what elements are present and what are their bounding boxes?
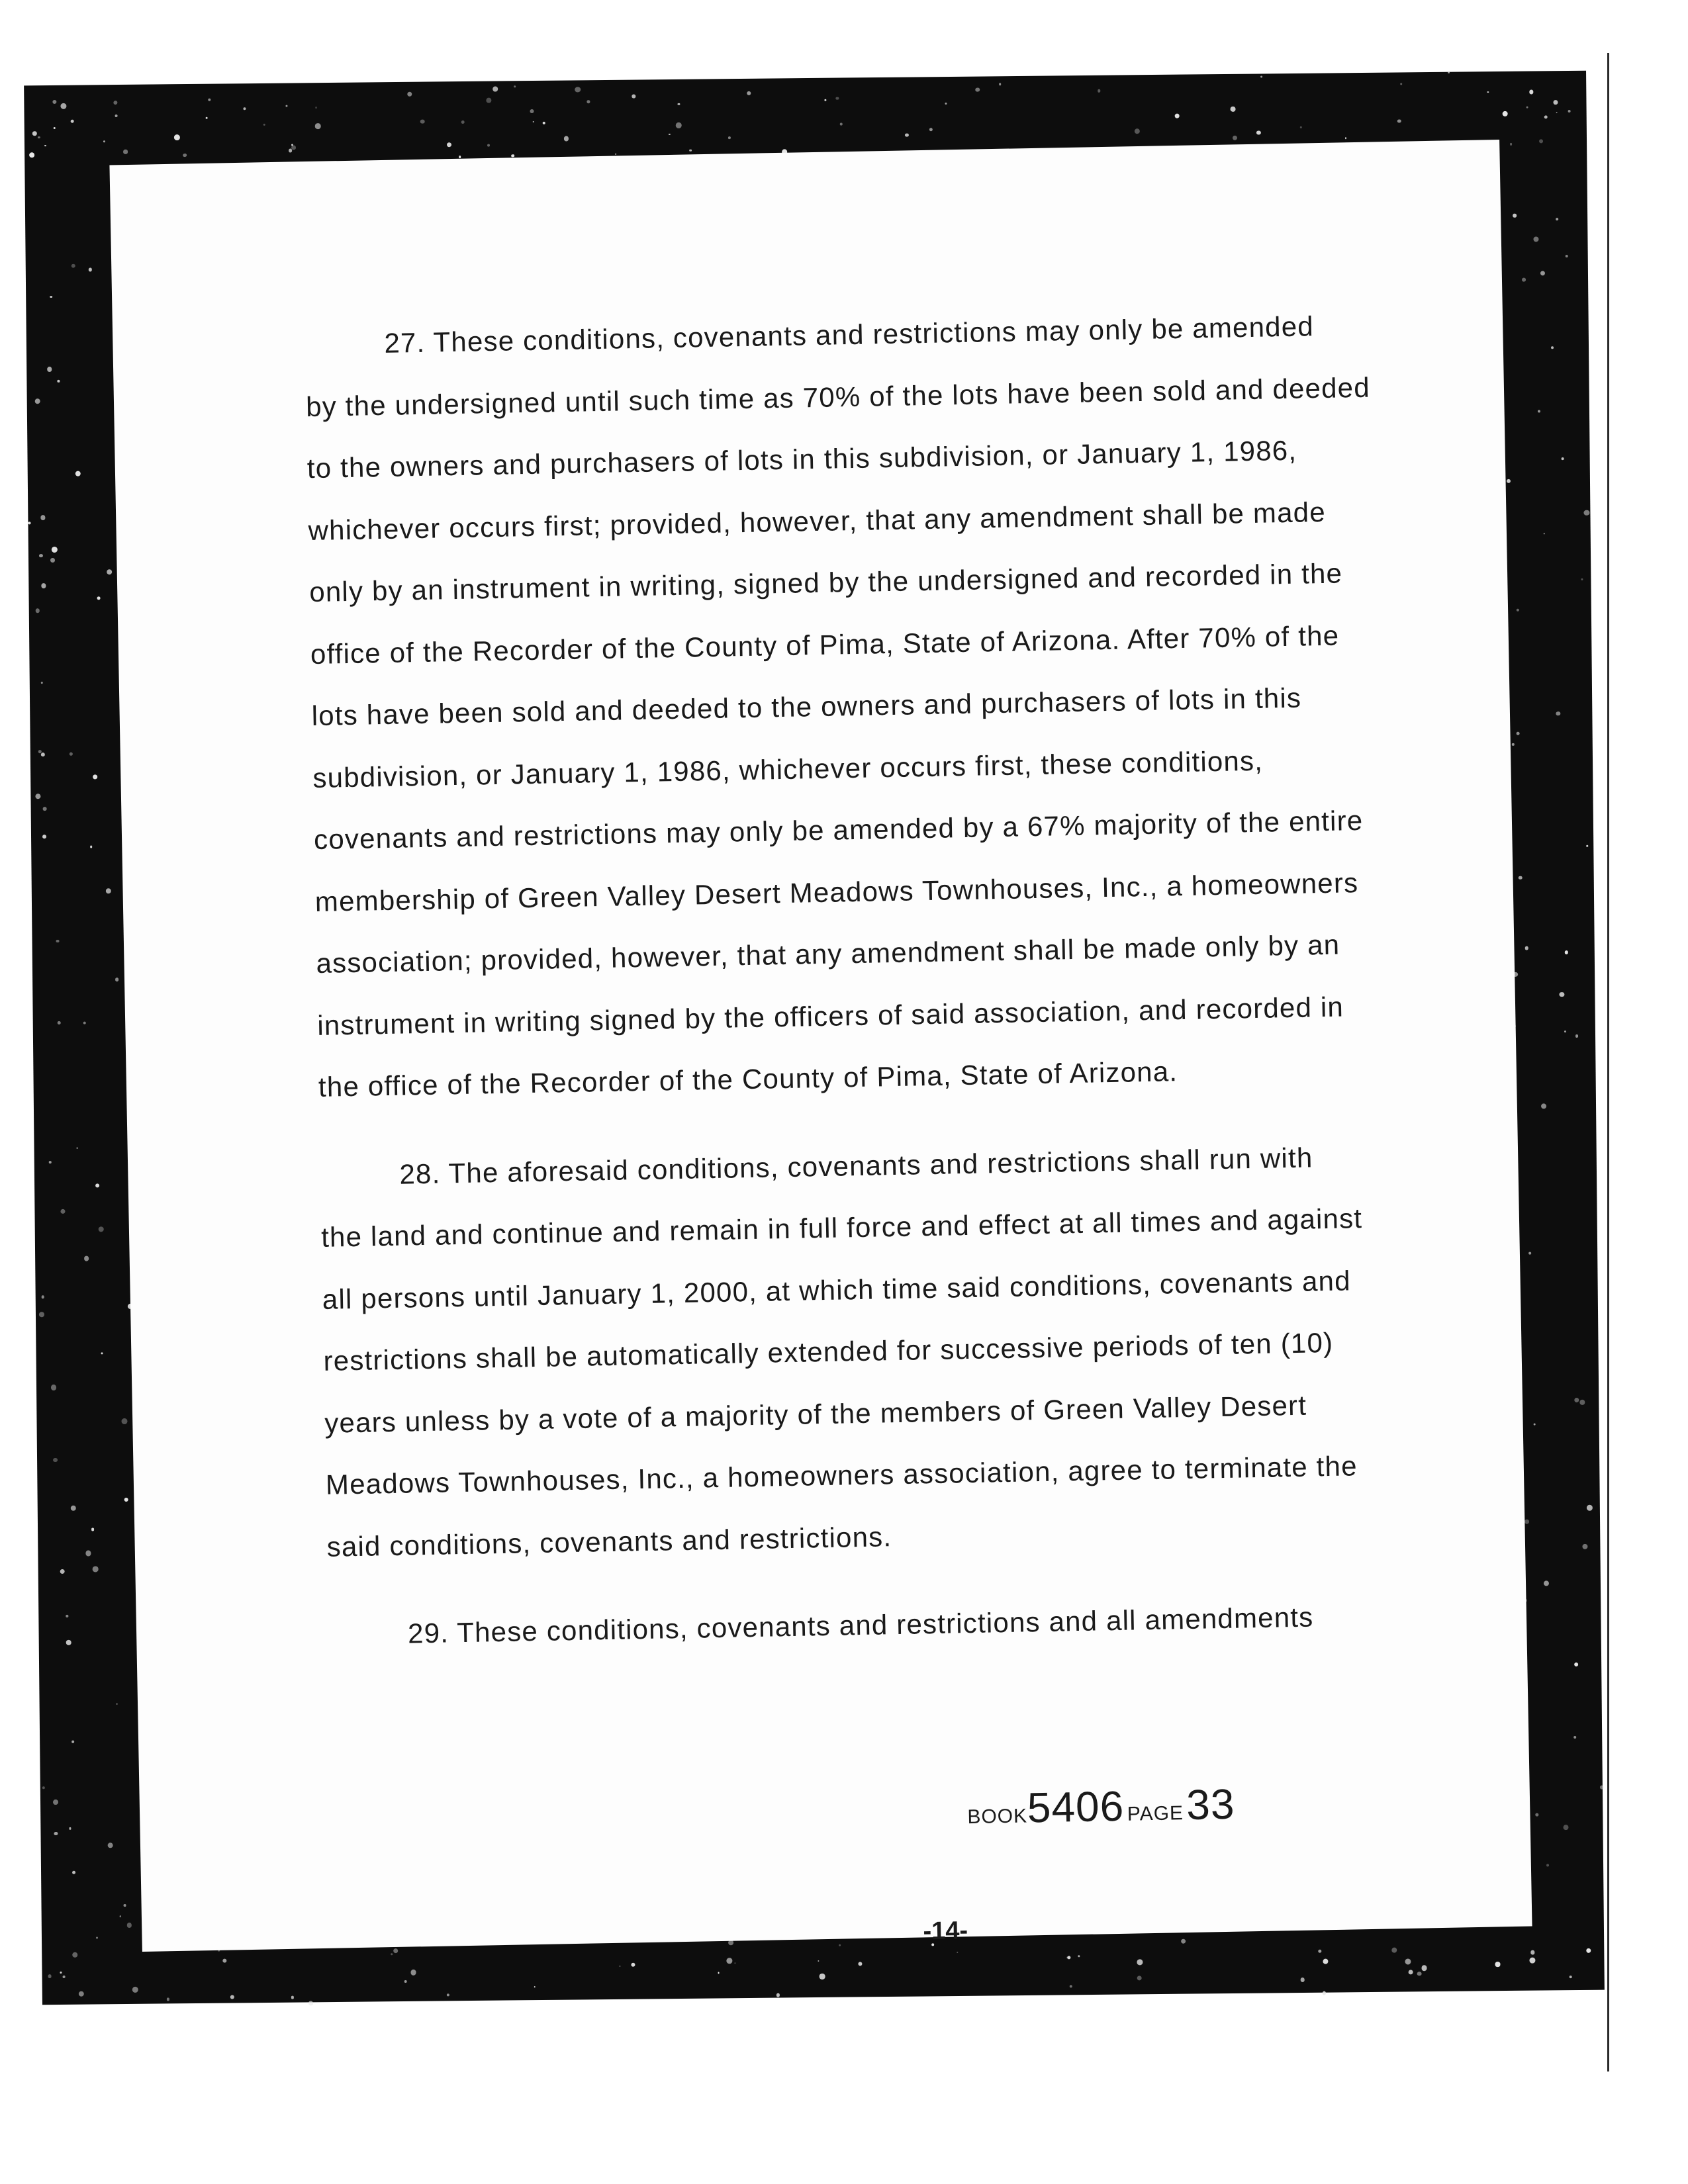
- scan-speckle: [243, 107, 246, 110]
- text-line: instrument in writing signed by the officers of said association, and recorded in: [316, 991, 1344, 1041]
- scan-speckle: [1417, 1972, 1422, 1976]
- scan-speckle: [54, 127, 56, 129]
- book-number: 5406: [1027, 1782, 1125, 1832]
- scan-speckle: [52, 547, 58, 553]
- text-line: only by an instrument in writing, signed by the undersigned and recorded in the: [308, 557, 1343, 608]
- scan-speckle: [35, 398, 40, 404]
- text-line: association; provided, however, that any amendment shall be made only by an: [316, 929, 1340, 979]
- scan-speckle: [84, 1256, 89, 1261]
- scan-speckle: [534, 1987, 535, 1988]
- scan-speckle: [127, 1923, 132, 1928]
- scan-speckle: [1586, 1948, 1591, 1953]
- scan-speckle: [776, 1993, 780, 1997]
- scan-speckle: [1344, 137, 1346, 139]
- scan-speckle: [929, 128, 933, 131]
- scan-speckle: [587, 100, 590, 103]
- scan-speckle: [1078, 1956, 1080, 1958]
- scan-speckle: [124, 1498, 128, 1502]
- scan-speckle: [60, 1209, 66, 1214]
- text-line: by the undersigned until such time as 70% of the lots have been sold and deeded: [305, 371, 1371, 422]
- text-line: all persons until January 1, 2000, at which time said conditions, covenants and: [322, 1264, 1352, 1315]
- scan-speckle: [1574, 1398, 1579, 1402]
- scan-speckle: [669, 134, 671, 136]
- scan-speckle: [486, 97, 492, 103]
- scan-speckle: [1506, 479, 1511, 484]
- scan-speckle: [1543, 1580, 1548, 1586]
- scan-speckle: [53, 1458, 58, 1463]
- scan-speckle: [1510, 143, 1513, 146]
- scan-speckle: [308, 2001, 313, 2006]
- scan-speckle: [1300, 1978, 1305, 1982]
- scan-speckle: [1137, 1959, 1143, 1965]
- scan-speckle: [115, 114, 118, 117]
- scan-speckle: [615, 153, 617, 155]
- scan-speckle: [1565, 950, 1569, 954]
- book-label: BOOK: [967, 1805, 1028, 1829]
- scan-speckle: [514, 86, 516, 88]
- scan-speckle: [90, 846, 93, 848]
- scan-speckle: [40, 515, 45, 520]
- scan-speckle: [1421, 1965, 1427, 1971]
- scan-speckle: [1563, 1825, 1568, 1830]
- scan-speckle: [511, 154, 514, 158]
- scan-speckle: [1391, 1948, 1397, 1954]
- scan-speckle: [728, 136, 731, 139]
- scan-speckle: [60, 103, 66, 109]
- scan-speckle: [1495, 1962, 1500, 1967]
- scan-speckle: [35, 609, 40, 614]
- scan-speckle: [56, 939, 59, 942]
- scan-speckle: [93, 775, 98, 780]
- scan-speckle: [1560, 992, 1564, 997]
- scan-speckle: [93, 1567, 99, 1572]
- scan-speckle: [89, 268, 92, 271]
- scan-speckle: [115, 978, 119, 981]
- text-line: the office of the Recorder of the County of Pima, State of Arizona.: [318, 1056, 1178, 1103]
- scan-speckle: [543, 121, 545, 124]
- scan-speckle: [718, 1972, 720, 1974]
- scan-speckle: [1231, 107, 1236, 112]
- scan-speckle: [60, 1569, 65, 1574]
- text-line: membership of Green Valley Desert Meadows Townhouses, Inc., a homeowners: [314, 866, 1359, 917]
- scan-speckle: [291, 145, 297, 150]
- text-line: 27. These conditions, covenants and restrictions may only be amended: [384, 310, 1315, 359]
- scan-speckle: [107, 569, 112, 574]
- scan-speckle: [976, 87, 980, 91]
- scan-speckle: [114, 101, 118, 105]
- scan-speckle: [66, 1640, 71, 1645]
- scan-speckle: [44, 145, 46, 147]
- scan-speckle: [820, 1974, 825, 1979]
- scan-speckle: [49, 1161, 52, 1163]
- scan-speckle: [1541, 1103, 1547, 1109]
- scan-speckle: [1535, 1813, 1538, 1817]
- scan-speckle: [1400, 83, 1402, 85]
- scan-speckle: [1580, 1400, 1585, 1405]
- scan-speckle: [71, 264, 75, 268]
- scan-speckle: [1581, 578, 1583, 580]
- text-line: Meadows Townhouses, Inc., a homeowners association, agree to terminate the: [325, 1450, 1358, 1500]
- scan-speckle: [1564, 1030, 1566, 1032]
- scan-speckle: [101, 1352, 103, 1354]
- scan-speckle: [1539, 139, 1544, 144]
- scan-speckle: [167, 1998, 169, 2001]
- scan-speckle: [689, 149, 692, 152]
- scan-speckle: [96, 1936, 98, 1938]
- scan-speckle: [39, 1312, 44, 1317]
- scan-speckle: [411, 1970, 416, 1975]
- scan-speckle: [41, 1296, 44, 1298]
- scan-speckle: [530, 109, 534, 113]
- scan-speckle: [734, 1962, 735, 1964]
- scan-speckle: [29, 152, 34, 158]
- scan-speckle: [1566, 255, 1568, 257]
- scan-speckle: [72, 1952, 77, 1958]
- scan-speckle: [1573, 1736, 1577, 1739]
- scan-speckle: [1568, 110, 1571, 113]
- scan-speckle: [1300, 126, 1302, 128]
- scan-speckle: [70, 752, 73, 756]
- book-page-reference: [966, 1780, 1235, 1833]
- scan-speckle: [487, 144, 491, 147]
- scan-speckle: [1323, 1991, 1326, 1995]
- scan-speckle: [1544, 115, 1547, 118]
- scan-speckle: [1574, 1662, 1578, 1666]
- scan-speckle: [818, 1960, 819, 1962]
- scan-speckle: [1323, 1958, 1328, 1964]
- scan-speckle: [71, 1740, 74, 1743]
- scan-speckle: [1575, 1034, 1579, 1038]
- page-label: PAGE: [1127, 1802, 1184, 1825]
- scan-speckle: [1556, 218, 1558, 220]
- scan-speckle: [1522, 278, 1526, 282]
- scan-speckle: [32, 132, 37, 136]
- scan-speckle: [1408, 1970, 1413, 1974]
- scan-speckle: [206, 117, 208, 119]
- scan-speckle: [632, 95, 635, 99]
- scan-speckle: [119, 1915, 121, 1917]
- scan-speckle: [1546, 1864, 1549, 1866]
- scan-speckle: [28, 522, 31, 525]
- scan-speckle: [839, 123, 842, 126]
- scan-speckle: [42, 1786, 45, 1789]
- scan-speckle: [1538, 410, 1540, 413]
- scan-speckle: [72, 1871, 75, 1874]
- scan-speckle: [50, 296, 52, 298]
- scan-speckle: [60, 1972, 62, 1974]
- scan-speckle: [106, 888, 111, 893]
- scan-speckle: [1530, 1950, 1535, 1955]
- scan-speckle: [66, 1615, 68, 1617]
- scan-speckle: [1517, 609, 1519, 612]
- page-value: 33: [1186, 1780, 1236, 1829]
- scan-speckle: [1397, 119, 1401, 123]
- scan-speckle: [263, 124, 265, 126]
- document-body: [305, 294, 1428, 1666]
- scan-speckle: [63, 1976, 66, 1978]
- scan-speckle: [1524, 1520, 1529, 1524]
- text-line: said conditions, covenants and restrictions.: [326, 1520, 892, 1563]
- scan-speckle: [858, 1962, 863, 1966]
- scan-speckle: [533, 121, 534, 122]
- text-line: 28. The aforesaid conditions, covenants and restrictions shall run with: [399, 1141, 1313, 1190]
- scan-speckle: [50, 558, 55, 563]
- text-line: covenants and restrictions may only be amended by a 67% majority of the entire: [313, 804, 1364, 855]
- scan-speckle: [619, 1966, 620, 1967]
- scan-speckle: [1513, 214, 1516, 217]
- scan-speckle: [1599, 1786, 1603, 1790]
- scan-speckle: [945, 103, 947, 105]
- scan-speckle: [1554, 100, 1558, 105]
- scan-speckle: [1318, 1950, 1321, 1953]
- scan-speckle: [315, 107, 317, 109]
- scan-speckle: [1582, 1544, 1587, 1549]
- scan-speckle: [407, 91, 412, 96]
- scan-speckle: [1569, 1976, 1571, 1978]
- scan-speckle: [208, 98, 211, 101]
- scan-speckle: [75, 471, 81, 477]
- scan-speckle: [420, 119, 424, 123]
- scan-speckle: [1256, 130, 1261, 135]
- scan-speckle: [1070, 1985, 1073, 1988]
- scan-speckle: [1584, 510, 1590, 516]
- scan-speckle: [58, 1021, 61, 1024]
- scan-speckle: [1487, 91, 1489, 93]
- text-line: subdivision, or January 1, 1986, whichever occurs first, these conditions,: [312, 745, 1264, 794]
- text-line: office of the Recorder of the County of Pima, State of Arizona. After 70% of the: [310, 619, 1340, 670]
- text-line: whichever occurs first; provided, however, that any amendment shall be made: [308, 496, 1327, 546]
- text-line: years unless by a vote of a majority of the members of Green Valley Desert: [324, 1389, 1307, 1439]
- scan-edge-line: [1607, 53, 1609, 2071]
- text-line: 29. These conditions, covenants and restrictions and all amendments: [407, 1601, 1314, 1649]
- text-line: to the owners and purchasers of lots in this subdivision, or January 1, 1986,: [306, 434, 1297, 484]
- scan-speckle: [1587, 1505, 1593, 1511]
- scan-speckle: [1137, 1976, 1143, 1981]
- scan-speckle: [47, 367, 52, 371]
- scan-speckle: [836, 97, 839, 100]
- scan-speckle: [174, 135, 180, 141]
- scan-speckle: [1562, 457, 1564, 460]
- scan-speckle: [123, 150, 127, 154]
- scan-speckle: [747, 91, 751, 95]
- scan-speckle: [230, 1995, 234, 1999]
- scan-speckle: [1529, 1957, 1535, 1963]
- scan-speckle: [108, 1843, 113, 1848]
- scan-speckle: [1524, 946, 1528, 950]
- scan-speckle: [1526, 107, 1528, 109]
- scan-speckle: [53, 1799, 58, 1805]
- scan-speckle: [957, 1952, 959, 1953]
- scan-speckle: [1260, 75, 1262, 77]
- scan-speckle: [1405, 1959, 1411, 1965]
- scan-speckle: [447, 142, 451, 147]
- scan-speckle: [41, 682, 43, 684]
- scan-speckle: [632, 1962, 635, 1966]
- scan-speckle: [286, 105, 288, 107]
- scan-speckle: [132, 1987, 138, 1993]
- scan-speckle: [71, 1506, 76, 1511]
- scan-speckle: [1181, 1938, 1186, 1943]
- scan-speckle: [1540, 271, 1545, 275]
- scan-speckle: [71, 119, 74, 122]
- scan-speckle: [564, 136, 569, 141]
- text-line: restrictions shall be automatically extended for successive periods of ten (10): [323, 1326, 1334, 1377]
- scan-speckle: [676, 122, 682, 128]
- scan-speckle: [1534, 1424, 1536, 1426]
- page-number: -14-: [923, 1917, 968, 1946]
- scan-speckle: [1529, 90, 1533, 94]
- scan-speckle: [824, 99, 826, 101]
- scan-speckle: [36, 794, 41, 799]
- text-line: lots have been sold and deeded to the owners and purchasers of lots in this: [311, 682, 1302, 732]
- scan-speckle: [394, 1948, 399, 1953]
- scan-speckle: [58, 380, 60, 383]
- scan-speckle: [1556, 711, 1561, 716]
- scan-speckle: [124, 1904, 126, 1907]
- scan-speckle: [76, 1147, 77, 1148]
- scan-speckle: [78, 1991, 83, 1996]
- scan-speckle: [52, 100, 57, 105]
- scan-speckle: [1556, 112, 1558, 113]
- scan-speckle: [1533, 236, 1539, 242]
- scan-speckle: [1175, 114, 1180, 118]
- scan-speckle: [493, 86, 498, 91]
- scan-speckle: [1544, 533, 1545, 534]
- scan-speckle: [38, 750, 42, 753]
- scan-speckle: [461, 120, 465, 124]
- scan-speckle: [1067, 1956, 1070, 1959]
- scan-speckle: [39, 554, 42, 557]
- scan-speckle: [1135, 128, 1140, 134]
- scan-speckle: [83, 1021, 86, 1024]
- scan-speckle: [999, 83, 1001, 85]
- scan-speckle: [103, 140, 105, 142]
- scan-speckle: [459, 156, 461, 158]
- scan-speckle: [1519, 876, 1522, 880]
- scan-speckle: [40, 752, 44, 756]
- scan-speckle: [95, 1183, 99, 1187]
- scan-speckle: [48, 1974, 51, 1978]
- scan-speckle: [42, 835, 46, 839]
- scan-speckle: [404, 1980, 407, 1983]
- scan-speckle: [1528, 1252, 1531, 1255]
- scan-speckle: [69, 1827, 71, 1830]
- scan-speckle: [41, 584, 46, 588]
- document-sheet: [109, 140, 1532, 1952]
- scan-speckle: [97, 597, 101, 600]
- scan-speckle: [575, 87, 581, 93]
- scan-speckle: [839, 1944, 841, 1946]
- scan-speckle: [54, 1832, 58, 1836]
- scan-speckle: [51, 1385, 57, 1390]
- scan-speckle: [1448, 72, 1449, 73]
- scan-speckle: [447, 1993, 449, 1996]
- scan-speckle: [1502, 111, 1507, 116]
- scan-speckle: [391, 1953, 393, 1955]
- scan-speckle: [1517, 732, 1520, 735]
- scan-speckle: [91, 1528, 95, 1531]
- scan-speckle: [1587, 845, 1589, 847]
- scan-speckle: [1233, 136, 1237, 140]
- scan-speckle: [678, 103, 680, 105]
- scan-speckle: [1512, 743, 1515, 746]
- scan-speckle: [99, 1227, 104, 1232]
- text-line: the land and continue and remain in full force and effect at all times and against: [320, 1203, 1363, 1253]
- scan-speckle: [905, 133, 909, 137]
- scan-speckle: [122, 1418, 128, 1424]
- scan-speckle: [1098, 89, 1100, 92]
- scan-speckle: [315, 123, 321, 129]
- scan-speckle: [117, 1704, 118, 1705]
- scan-speckle: [291, 1996, 294, 1999]
- scan-speckle: [43, 807, 47, 811]
- scan-speckle: [183, 154, 187, 158]
- scan-speckle: [1551, 346, 1554, 349]
- scan-speckle: [38, 136, 40, 139]
- scan-speckle: [222, 1958, 226, 1962]
- scan-speckle: [86, 1551, 91, 1556]
- scan-speckle: [727, 1958, 733, 1964]
